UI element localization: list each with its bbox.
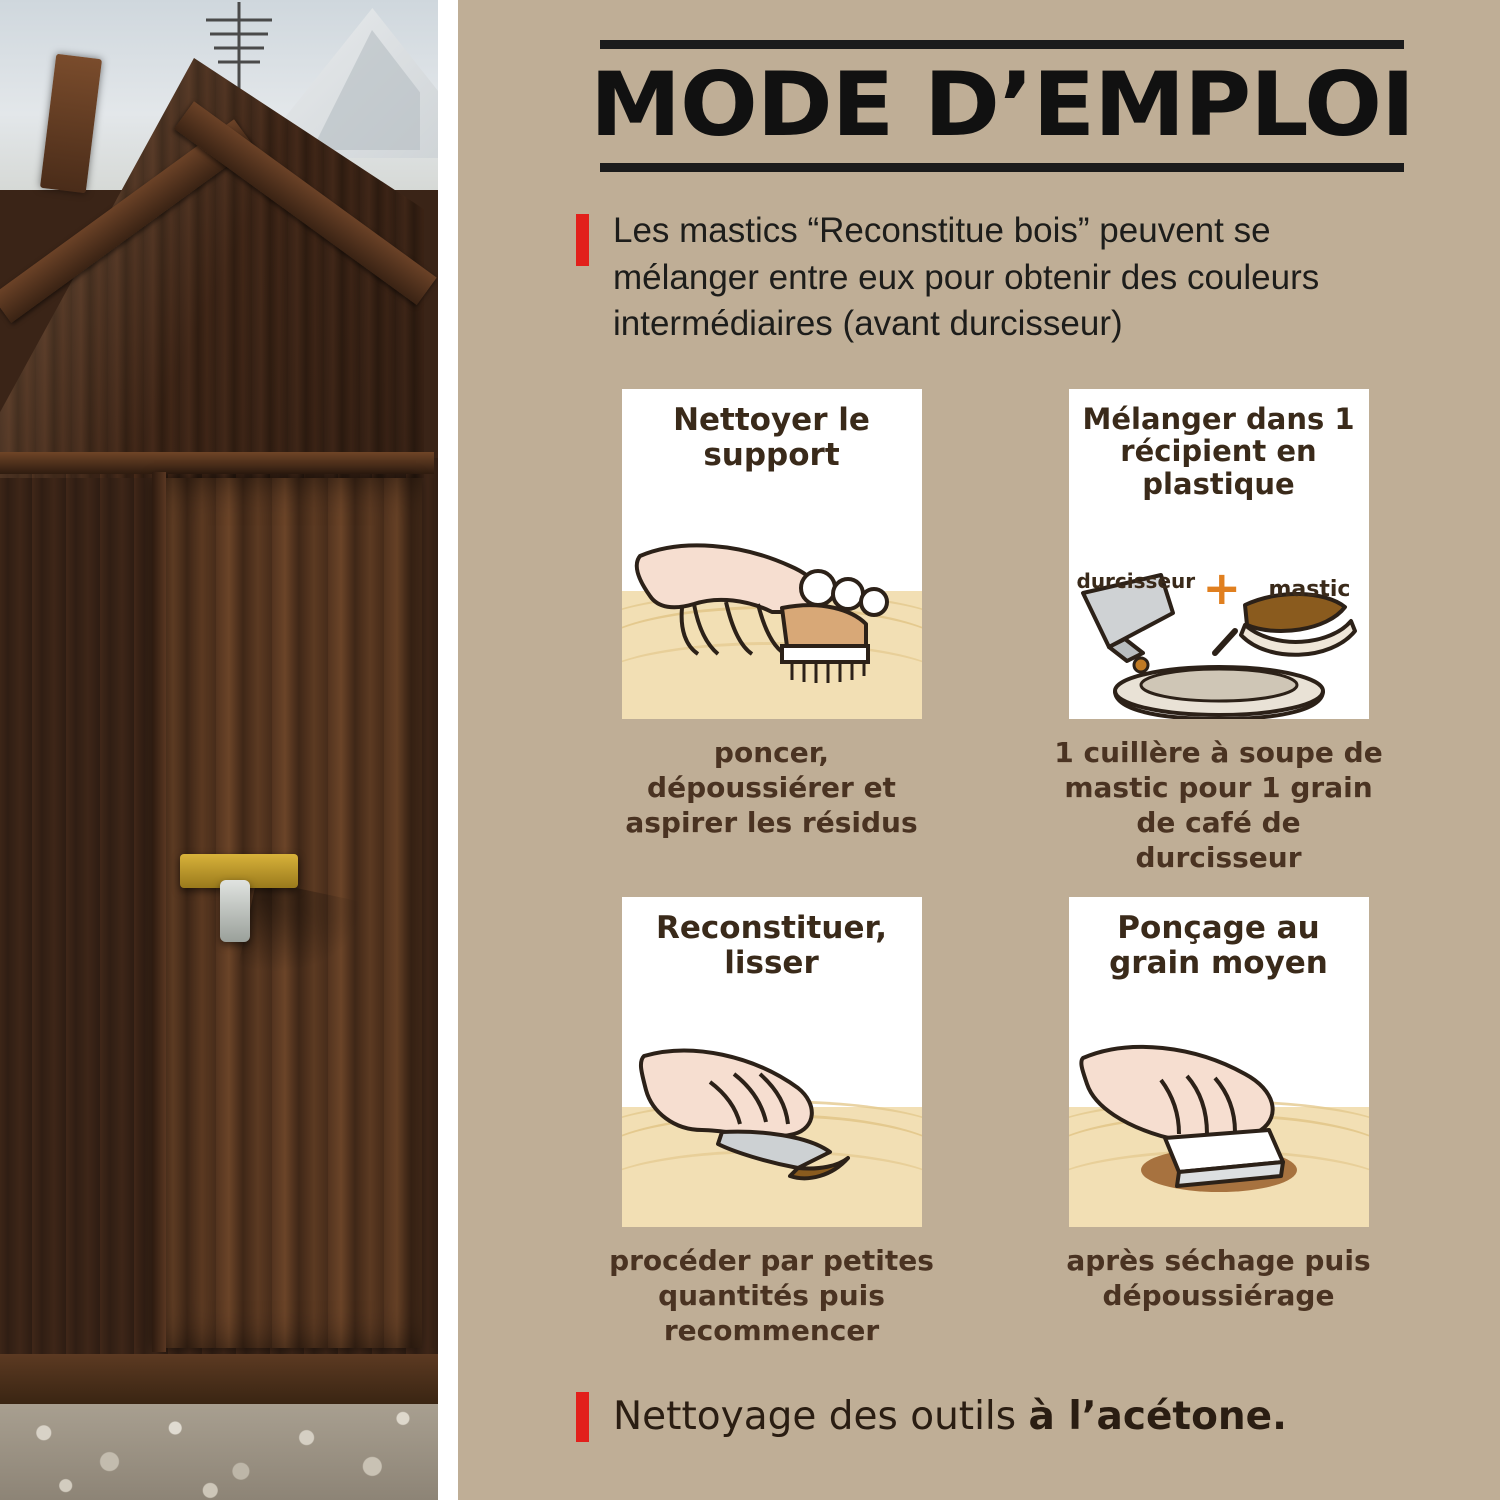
ridge-post [40, 54, 102, 194]
step-mix-card [1069, 389, 1369, 719]
step-apply [576, 897, 967, 1348]
intro-text: Les mastics “Reconstitue bois” peuvent se mélanger entre eux pour obtenir des couleurs intermédiaires (avant durcisseur) [613, 211, 1320, 343]
door-frame [152, 472, 166, 1352]
footer-accent-bar [576, 1392, 589, 1442]
intro-accent-bar [576, 214, 589, 266]
panel-divider [438, 0, 458, 1500]
title-rule-bottom [600, 163, 1404, 172]
hand-with-spatula-icon [622, 1012, 922, 1227]
step-apply-card [622, 897, 922, 1227]
tube-spoon-plate-icon [1069, 560, 1369, 719]
title-rule-top [600, 40, 1404, 49]
plus-icon: + [1202, 560, 1242, 615]
footer-note [576, 1392, 1404, 1442]
step-clean-caption: poncer, dépoussiérer et aspirer les résidus [625, 735, 918, 839]
step-clean-title: Nettoyer le support [673, 401, 870, 473]
step-mix-title: Mélanger dans 1 récipient en plastique [1082, 401, 1355, 501]
step-apply-title: Reconstituer, lisser [656, 909, 887, 981]
step-clean [576, 389, 967, 875]
title-block [589, 40, 1415, 172]
intro-block [576, 208, 1404, 347]
hand-with-sanding-block-icon [1069, 1012, 1369, 1227]
step-sand-card [1069, 897, 1369, 1227]
instructions-panel [458, 0, 1500, 1500]
label-hardener: durcisseur [1076, 568, 1196, 593]
step-sand [1023, 897, 1414, 1348]
footer-text [613, 1394, 1287, 1439]
footer-text-bold: à l’acétone. [1028, 1394, 1287, 1440]
step-mix-caption: 1 cuillère à soupe de mastic pour 1 grain de café de durcisseur [1054, 735, 1383, 874]
footer-text-light: Nettoyage des outils [613, 1394, 1029, 1440]
product-photo [0, 0, 438, 1500]
door-header-beam [0, 452, 434, 474]
gravel-ground [0, 1404, 438, 1500]
step-apply-caption: procéder par petites quantités puis recommencer [609, 1243, 934, 1347]
garden-shed [0, 28, 438, 1428]
step-sand-title: Ponçage au grain moyen [1109, 909, 1328, 981]
latch-handle [220, 880, 250, 942]
hand-with-brush-icon [622, 504, 922, 719]
step-sand-caption: après séchage puis dépoussiérage [1066, 1243, 1371, 1312]
label-filler: mastic [1268, 576, 1351, 602]
steps-grid [576, 389, 1414, 1348]
page-title: MODE D’EMPLOI [589, 53, 1415, 156]
step-clean-card [622, 389, 922, 719]
step-mix [1023, 389, 1414, 875]
